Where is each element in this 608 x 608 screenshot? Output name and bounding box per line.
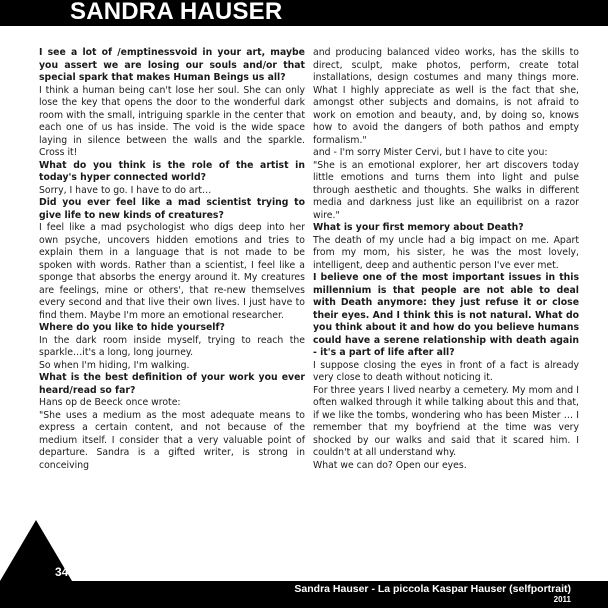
right-answer: I suppose closing the eyes in front of a fact is already very close to death without noticing it.: [313, 359, 579, 383]
left-question: What is the best definition of your work you ever heard/read so far?: [39, 372, 305, 396]
left-question: What do you think is the role of the artist in today's hyper connected world?: [39, 159, 305, 183]
left-answer: Hans op de Beeck once wrote:: [39, 397, 181, 408]
page-number: 34: [55, 565, 69, 579]
footer-year: 2011: [553, 595, 571, 604]
left-answer: "She uses a medium as the most adequate means to express a certain content, and not because of the medium itself. I consider that a very valuable point of departure. Sandra is a gifted writer, is strong in conceiving: [39, 409, 305, 471]
left-answer: I think a human being can't lose her soul. She can only lose the key that opens the door to the wonderful dark room with the small, intriguing sparkle in the center that each one of us has inside. The void is the wide space laying in silence between the walls and the sparkle. Cross it!: [39, 84, 305, 158]
left-question: Did you ever feel like a mad scientist trying to give life to new kinds of creatures?: [39, 197, 305, 221]
right-answer: For three years I lived nearby a cemetery. My mom and I often walked through it while talking about this and that, if we like the tombs, wondering who has been Mister … I remember that my boyfriend at the time was very shocked by our walks and said that it scared him. I couldn't at all understand why.: [313, 384, 579, 458]
right-answer: and producing balanced video works, has the skills to direct, sculpt, make photos, perform, create total installations, design costumes and many things more. What I highly appreciate as well is the fact that she, amongst other subjects and domains, is not afraid to work on emotion and beauty, and, by doing so, knows how to avoid the dangers of both pathos and empty formalism.": [313, 47, 579, 146]
left-question: Where do you like to hide yourself?: [39, 322, 225, 333]
right-question: I believe one of the most important issues in this millennium is that people are not able to deal with Death anymore: they just refuse it or close their eyes. And I think this is not natural. What do you think about it and how do you believe humans could have a serene relationship with death again - it's a part of life after all?: [313, 272, 579, 358]
left-answer: I feel like a mad psychologist who digs deep into her own psyche, uncovers hidden emotions and tries to explain them in a language that is not made to be spoken with words. Rather than a scientist, I feel like a sponge that absorbs the energy around it. My creatures are feelings, mine or others', that re-new themselves every second and that live their own lives. I just have to find them. Maybe I'm more an emotional researcher.: [39, 222, 305, 321]
right-answer: "She is an emotional explorer, her art discovers today little emotions and turns them into light and pulse through aesthetic and thoughts. She walks in different media and darkness just like an equilibrist on a razor wire.": [313, 159, 579, 221]
left-question: I see a lot of /emptinessvoid in your art, maybe you assert we are losing our souls and/or that special spark that makes Human Beings us all?: [39, 47, 305, 83]
left-answer: So when I'm hiding, I'm walking.: [39, 359, 190, 371]
left-answer: Sorry, I have to go. I have to do art…: [39, 184, 212, 196]
right-answer: and - I'm sorry Mister Cervi, but I have to cite you:: [313, 147, 548, 158]
page-title: SANDRA HAUSER: [70, 0, 283, 25]
right-answer: The death of my uncle had a big impact on me. Apart from my mom, his sister, he was the most lovely, intelligent, deep and authentic person I've ever met.: [313, 234, 579, 271]
left-answer: In the dark room inside myself, trying to reach the sparkle…it's a long, long journey.: [39, 334, 305, 358]
right-question: What is your first memory about Death?: [313, 222, 524, 233]
right-answer: What we can do? Open our eyes.: [313, 459, 467, 471]
footer-title: Sandra Hauser - La piccola Kaspar Hauser (selfportrait): [294, 583, 571, 595]
